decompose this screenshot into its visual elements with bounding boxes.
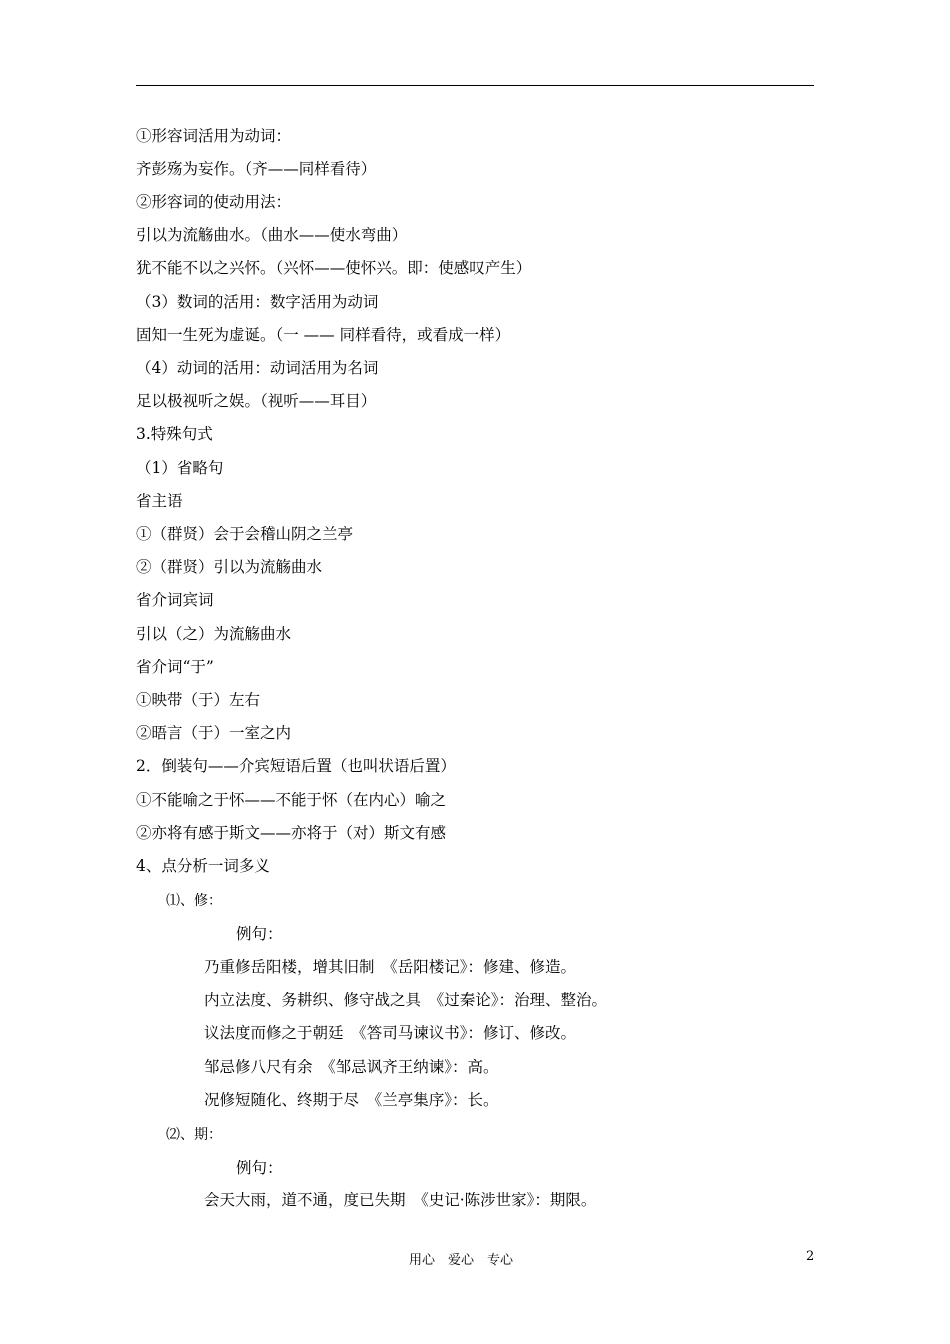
- example-line: 邹忌修八尺有余 《邹忌讽齐王纳谏》：高。: [204, 1058, 499, 1076]
- text-line: 省介词宾词: [136, 591, 214, 609]
- subsection-heading: ⑵、期：: [166, 1127, 222, 1143]
- text-line: ①映带（于）左右: [136, 691, 261, 709]
- section-heading: 2．倒装句——介宾短语后置（也叫状语后置）: [136, 757, 456, 775]
- header-rule: [136, 85, 814, 86]
- text-line: 固知一生死为虚诞。（一 —— 同样看待，或看成一样）: [136, 326, 511, 344]
- text-line: （4）动词的活用：动词活用为名词: [136, 359, 379, 377]
- text-line: 省主语: [136, 492, 183, 510]
- text-line: （3）数词的活用：数字活用为动词: [136, 293, 379, 311]
- text-line: 引以为流觞曲水。（曲水——使水弯曲）: [136, 226, 408, 244]
- example-label: 例句：: [236, 925, 283, 943]
- text-line: ①（群贤）会于会稽山阴之兰亭: [136, 525, 354, 543]
- text-line: 齐彭殇为妄作。（齐——同样看待）: [136, 160, 377, 178]
- text-line: ②亦将有感于斯文——亦将于（对）斯文有感: [136, 824, 447, 842]
- example-line: 会天大雨，道不通，度已失期 《史记·陈涉世家》：期限。: [204, 1191, 597, 1209]
- section-heading: 4、点分析一词多义: [136, 857, 270, 875]
- example-label: 例句：: [236, 1159, 283, 1177]
- subsection-heading: ⑴、修：: [166, 893, 222, 909]
- page-number: 2: [806, 1249, 815, 1264]
- text-line: ①形容词活用为动词：: [136, 127, 292, 145]
- text-line: ②晤言（于）一室之内: [136, 724, 292, 742]
- text-line: 省介词“于”: [136, 658, 214, 676]
- text-line: 引以（之）为流觞曲水: [136, 625, 292, 643]
- text-line: ②形容词的使动用法：: [136, 193, 292, 211]
- example-line: 内立法度、务耕织、修守战之具 《过秦论》：治理、整治。: [204, 991, 608, 1009]
- example-line: 况修短随化、终期于尽 《兰亭集序》：长。: [204, 1091, 499, 1109]
- text-line: ②（群贤）引以为流觞曲水: [136, 558, 323, 576]
- example-line: 议法度而修之于朝廷 《答司马谏议书》：修订、修改。: [204, 1024, 577, 1042]
- text-line: 犹不能不以之兴怀。（兴怀——使怀兴。即：使感叹产生）: [136, 259, 532, 277]
- text-line: （1）省略句: [136, 459, 224, 477]
- section-heading: 3.特殊句式: [136, 425, 213, 443]
- text-line: ①不能喻之于怀——不能于怀（在内心）喻之: [136, 791, 447, 809]
- text-line: 足以极视听之娱。（视听——耳目）: [136, 392, 377, 410]
- example-line: 乃重修岳阳楼，增其旧制 《岳阳楼记》：修建、修造。: [204, 958, 577, 976]
- footer-text: 用心 爱心 专心: [409, 1253, 514, 1268]
